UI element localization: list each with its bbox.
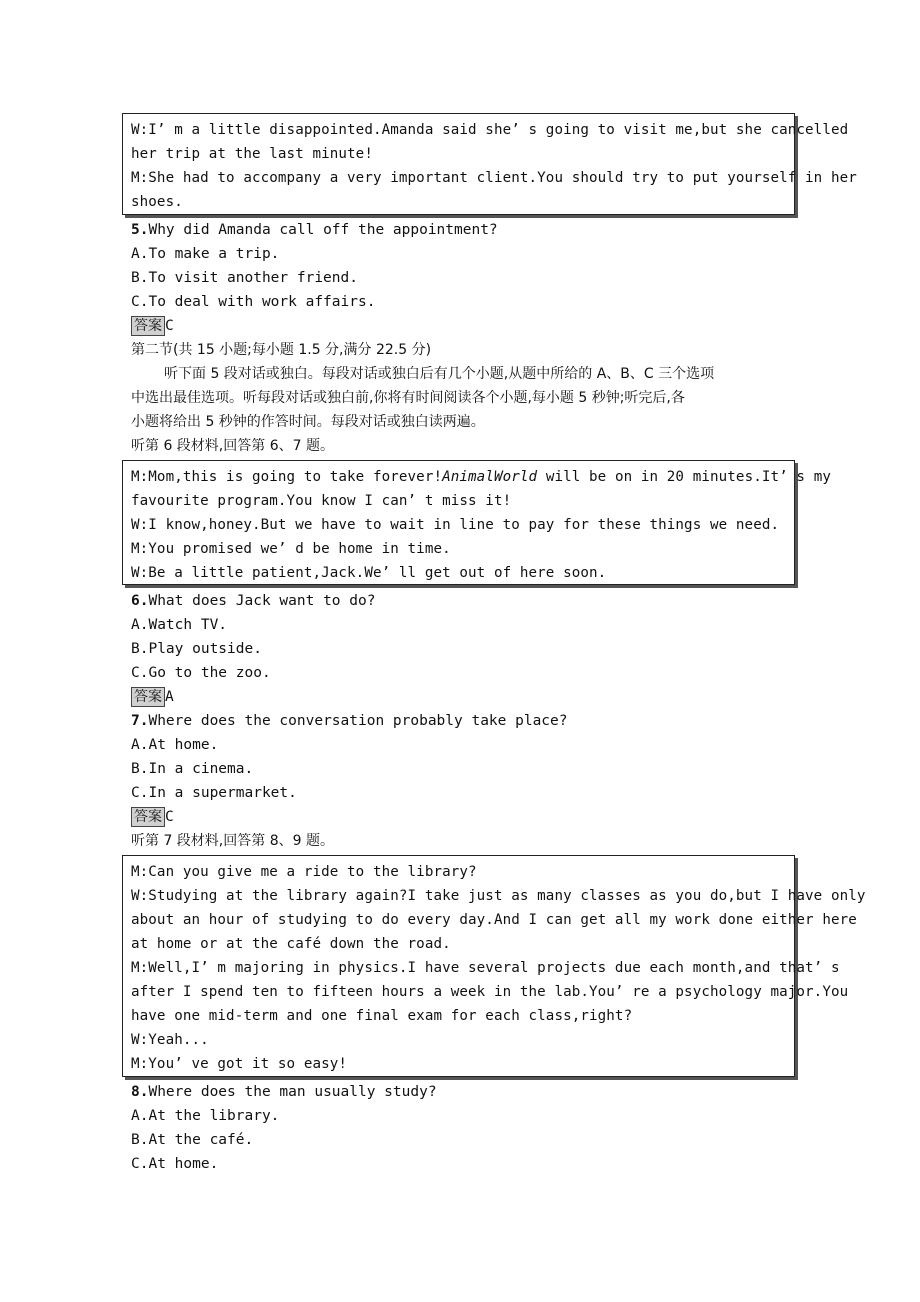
section-title: 第二节(共 15 小题;每小题 1.5 分,满分 22.5 分) (131, 342, 432, 358)
dialogue-line: W:Yeah... (131, 1032, 209, 1048)
dialogue-text: will be on in 20 minutes.It’ s my (537, 469, 831, 485)
option-a: A.To make a trip. (131, 246, 280, 262)
dialogue-line: M:She had to accompany a very important client.You should try to put yourself in her (131, 170, 857, 186)
option-a: A.Watch TV. (131, 617, 228, 633)
answer-value: A (165, 689, 174, 705)
dialogue-line (131, 465, 831, 489)
question-6 (131, 589, 375, 613)
dialogue-line: after I spend ten to fifteen hours a week in the lab.You’ re a psychology major.You (131, 984, 849, 1000)
dialogue-box-3 (122, 855, 866, 1077)
dialogue-line: at home or at the café down the road. (131, 936, 451, 952)
instruction-line: 听下面 5 段对话或独白。每段对话或独白后有几个小题,从题中所给的 A、B、C 三个选项 (164, 366, 715, 382)
instruction-line: 中选出最佳选项。听每段对话或独白前,你将有时间阅读各个小题,每小题 5 秒钟;听完后,各 (131, 390, 685, 406)
answer-value: C (165, 809, 174, 825)
option-b: B.To visit another friend. (131, 270, 358, 286)
option-c: C.In a supermarket. (131, 785, 297, 801)
question-5 (131, 218, 498, 242)
answer-row (131, 805, 174, 829)
dialogue-box-2 (122, 460, 831, 585)
answer-label: 答案 (131, 687, 165, 707)
dialogue-line: W:I know,honey.But we have to wait in line to pay for these things we need. (131, 517, 780, 533)
option-b: B.Play outside. (131, 641, 262, 657)
option-c: C.To deal with work affairs. (131, 294, 376, 310)
answer-value: C (165, 318, 174, 334)
dialogue-line: W:Be a little patient,Jack.We’ ll get out of here soon. (131, 565, 607, 581)
dialogue-text: M:Mom,this is going to take forever! (131, 469, 443, 485)
dialogue-line: M:You promised we’ d be home in time. (131, 541, 451, 557)
dialogue-line: W:Studying at the library again?I take just as many classes as you do,but I have only (131, 888, 866, 904)
instruction-line: 小题将给出 5 秒钟的作答时间。每段对话或独白读两遍。 (131, 414, 485, 430)
answer-label: 答案 (131, 316, 165, 336)
dialogue-line: have one mid-term and one final exam for each class,right? (131, 1008, 633, 1024)
question-8 (131, 1080, 437, 1104)
material-heading: 听第 7 段材料,回答第 8、9 题。 (131, 833, 334, 849)
option-a: A.At home. (131, 737, 219, 753)
option-b: B.In a cinema. (131, 761, 254, 777)
dialogue-line: favourite program.You know I can’ t miss it! (131, 493, 512, 509)
dialogue-line: M:Well,I’ m majoring in physics.I have several projects due each month,and that’ s (131, 960, 840, 976)
dialogue-box-1 (122, 113, 857, 215)
dialogue-line: W:I’ m a little disappointed.Amanda said she’ s going to visit me,but she cancelled (131, 122, 849, 138)
question-text: What does Jack want to do? (148, 593, 376, 609)
dialogue-line: shoes. (131, 194, 183, 210)
answer-row (131, 685, 174, 709)
question-number: 7. (131, 713, 149, 729)
answer-row (131, 314, 174, 338)
question-number: 6. (131, 593, 149, 609)
program-title: AnimalWorld (442, 469, 538, 485)
question-7 (131, 709, 568, 733)
question-text: Why did Amanda call off the appointment? (148, 222, 498, 238)
material-heading: 听第 6 段材料,回答第 6、7 题。 (131, 438, 334, 454)
dialogue-line: M:You’ ve got it so easy! (131, 1056, 348, 1072)
dialogue-line: M:Can you give me a ride to the library? (131, 864, 477, 880)
option-a: A.At the library. (131, 1108, 280, 1124)
question-text: Where does the conversation probably take place? (148, 713, 568, 729)
option-b: B.At the café. (131, 1132, 254, 1148)
answer-label: 答案 (131, 807, 165, 827)
question-number: 5. (131, 222, 149, 238)
option-c: C.Go to the zoo. (131, 665, 271, 681)
option-c: C.At home. (131, 1156, 219, 1172)
question-text: Where does the man usually study? (148, 1084, 437, 1100)
dialogue-line: her trip at the last minute! (131, 146, 373, 162)
question-number: 8. (131, 1084, 149, 1100)
dialogue-line: about an hour of studying to do every day.And I can get all my work done either here (131, 912, 857, 928)
